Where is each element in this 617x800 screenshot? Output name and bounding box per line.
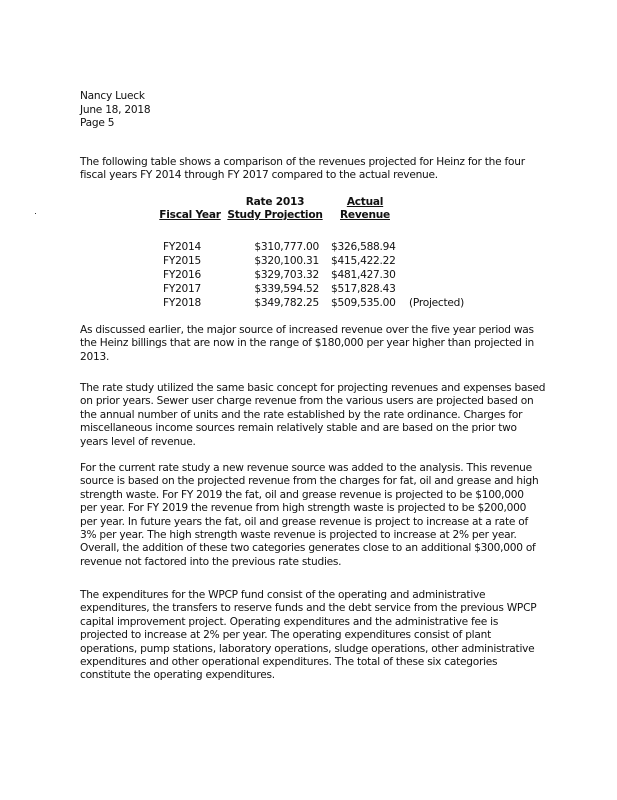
- cell-actual: $481,427.30: [331, 269, 396, 281]
- text-line: miscellaneous income sources remain relatively stable and are based on the prior two: [80, 422, 517, 435]
- text-line: The expenditures for the WPCP fund consist of the operating and administrative: [80, 589, 486, 601]
- text-line: For the current rate study a new revenue source was added to the analysis. This revenue: [80, 462, 532, 474]
- cell-actual: $517,828.43: [331, 283, 396, 295]
- cell-fiscal-year: FY2017: [163, 283, 202, 295]
- header-fiscal-year: Fiscal Year: [159, 209, 221, 221]
- cell-actual: $326,588.94: [331, 241, 396, 253]
- text-line: constitute the operating expenditures.: [80, 669, 275, 682]
- cell-actual: $509,535.00: [331, 297, 396, 309]
- text-line: source is based on the projected revenue from the charges for fat, oil and grease and high: [80, 475, 539, 488]
- cell-actual: $415,422.22: [331, 255, 396, 267]
- text-line: revenue not factored into the previous rate studies.: [80, 555, 342, 568]
- revenue-comparison-table: [155, 196, 485, 310]
- recipient-name: Nancy Lueck: [80, 90, 145, 102]
- text-line: capital improvement project. Operating expenditures and the administrative fee is: [80, 615, 499, 628]
- cell-fiscal-year: FY2015: [163, 255, 202, 267]
- current-study-paragraph: [80, 462, 610, 569]
- text-line: Overall, the addition of these two categories generates close to an additional $300,000 of: [80, 542, 536, 555]
- cell-projection: $329,703.32: [254, 269, 319, 281]
- rate-study-paragraph: [80, 382, 610, 449]
- table-row: [155, 296, 485, 310]
- cell-fiscal-year: FY2016: [163, 269, 202, 281]
- cell-projection: $339,594.52: [254, 283, 319, 295]
- cell-fiscal-year: FY2018: [163, 297, 202, 309]
- header-actual: Actual Revenue: [340, 196, 390, 221]
- cell-projection: $349,782.25: [254, 297, 319, 309]
- letter-header: [80, 90, 150, 131]
- cell-note: [405, 240, 485, 254]
- table-row: [155, 240, 485, 254]
- table-row: [155, 268, 485, 282]
- page-number: Page 5: [80, 117, 115, 129]
- text-line: 2013.: [80, 350, 110, 363]
- cell-note: [405, 254, 485, 268]
- cell-note: (Projected): [409, 297, 465, 309]
- discussion-paragraph: [80, 324, 610, 364]
- expenditures-paragraph: [80, 589, 610, 683]
- text-line: 3% per year. The high strength waste revenue is projected to increase at 2% per year.: [80, 529, 517, 542]
- text-line: operations, pump stations, laboratory operations, sludge operations, other administrative: [80, 642, 535, 655]
- text-line: on prior years. Sewer user charge revenue from the various users are projected based on: [80, 395, 534, 408]
- table-row: [155, 254, 485, 268]
- text-line: expenditures, the transfers to reserve funds and the debt service from the previous WPCP: [80, 602, 537, 615]
- letter-date: June 18, 2018: [80, 103, 151, 116]
- cell-projection: $320,100.31: [254, 255, 319, 267]
- text-line: per year. In future years the fat, oil and grease revenue is project to increase at a rate of: [80, 515, 529, 528]
- table-header-row: [155, 196, 485, 222]
- text-line: As discussed earlier, the major source of increased revenue over the five year period was: [80, 324, 534, 336]
- text-line: The rate study utilized the same basic concept for projecting revenues and expenses based: [80, 382, 546, 394]
- text-line: the annual number of units and the rate established by the rate ordinance. Charges for: [80, 408, 523, 421]
- intro-paragraph: [80, 156, 610, 183]
- cell-fiscal-year: FY2014: [163, 241, 202, 253]
- text-line: The following table shows a comparison of the revenues projected for Heinz for the four: [80, 156, 525, 168]
- header-note: [405, 196, 485, 222]
- text-line: fiscal years FY 2014 through FY 2017 compared to the actual revenue.: [80, 169, 438, 182]
- text-line: projected to increase at 2% per year. The operating expenditures consist of plant: [80, 629, 491, 642]
- text-line: years level of revenue.: [80, 435, 196, 448]
- text-line: expenditures and other operational expenditures. The total of these six categories: [80, 656, 498, 669]
- spacer-row: [155, 222, 485, 240]
- text-line: the Heinz billings that are now in the range of $180,000 per year higher than projected in: [80, 337, 534, 350]
- scan-speck: [35, 213, 36, 214]
- text-line: strength waste. For FY 2019 the fat, oil and grease revenue is projected to be $100,000: [80, 488, 524, 501]
- cell-note: [405, 282, 485, 296]
- text-line: per year. For FY 2019 the revenue from high strength waste is projected to be $200,000: [80, 502, 527, 515]
- table-row: [155, 282, 485, 296]
- header-projection: Rate 2013 Study Projection: [227, 196, 323, 221]
- cell-note: [405, 268, 485, 282]
- cell-projection: $310,777.00: [254, 241, 319, 253]
